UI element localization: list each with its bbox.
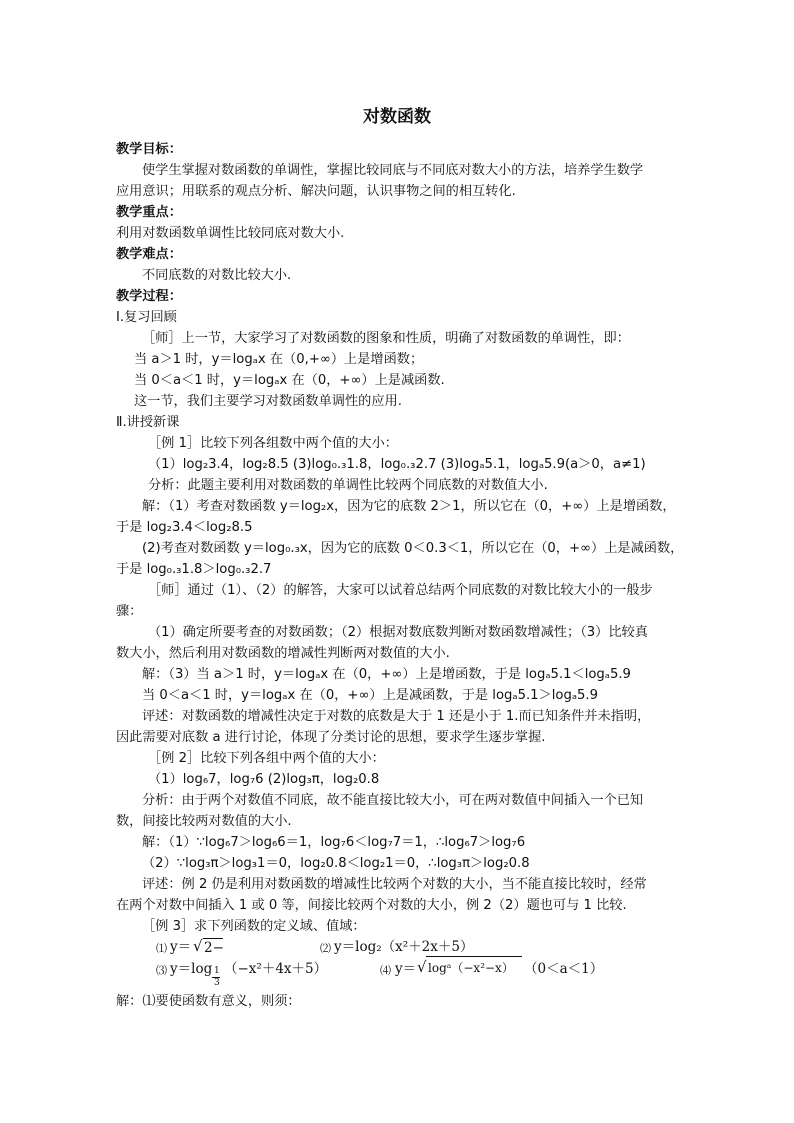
formula-text: y＝log₂（x²＋2x＋5） (334, 939, 474, 955)
paragraph-line: ［例 2］比较下列各组中两个值的大小： (148, 751, 385, 766)
paragraph-line: ［师］通过（1）、（2）的解答，大家可以试着总结两个同底数的对数比较大小的一般步 (148, 583, 653, 598)
formula-condition: （0＜a＜1） (524, 961, 604, 977)
section-heading-process: 教学过程： (116, 289, 182, 304)
paragraph-line: 分析：由于两个对数值不同底，故不能直接比较大小，可在两对数值中间插入一个已知 (142, 793, 644, 808)
log-base-numerator: 1 (214, 966, 220, 976)
paragraph-line: 利用对数函数单调性比较同底对数大小. (116, 226, 345, 241)
section-heading-difficulties: 教学难点： (116, 247, 182, 262)
paragraph-line: 当 0＜a＜1 时，y＝logₐx 在（0，+∞）上是减函数. (134, 373, 445, 388)
subsection-heading: Ⅱ.讲授新课 (116, 415, 180, 430)
section-heading-keypoints: 教学重点： (116, 205, 182, 220)
paragraph-line: 解：（1）考查对数函数 y＝log₂x，因为它的底数 2＞1，所以它在（0，+∞）上是增函数， (142, 499, 676, 514)
paragraph-line: ［师］上一节，大家学习了对数函数的图象和性质，明确了对数函数的单调性，即： (142, 331, 630, 346)
formula-label: ⑴ (156, 942, 167, 955)
formula-radicand: logᵃ（−x²−x） (428, 961, 514, 975)
radical-bar (426, 956, 522, 957)
paragraph-line: ［例 3］求下列函数的定义域、值域： (142, 919, 366, 934)
paragraph-line: 评述：对数函数的增减性决定于对数的底数是大于 1 还是小于 1.而已知条件并未指明， (142, 709, 651, 724)
radical-sign: √ (417, 958, 427, 976)
paragraph-line: （2）∵log₃π＞log₃1＝0，log₂0.8＜log₂1＝0，∴log₃π＞log₂0.8 (142, 856, 530, 871)
formula-radicand: 2− (204, 940, 224, 956)
formula-label: ⑶ (156, 964, 167, 977)
paragraph-line: ［例 1］比较下列各组数中两个值的大小： (148, 436, 398, 451)
log-base-denominator: 3 (214, 978, 220, 988)
paragraph-line: 当 0＜a＜1 时，y＝logₐx 在（0，+∞）上是减函数，于是 logₐ5.1＞logₐ5.9 (142, 688, 598, 703)
section-heading-objectives: 教学目标： (116, 142, 182, 157)
formula-text: y＝log (170, 961, 213, 977)
formula-label: ⑵ (320, 942, 331, 955)
paragraph-line: 解：⑴要使函数有意义，则须： (116, 994, 301, 1009)
page-title: 对数函数 (363, 107, 431, 127)
paragraph-line: 因此需要对底数 a 进行讨论，体现了分类讨论的思想，要求学生逐步掌握. (116, 730, 546, 745)
paragraph-line: 在两个对数中间插入 1 或 0 等，间接比较两个对数的大小，例 2（2）题也可与 1 比较. (116, 898, 627, 913)
paragraph-line: 这一节，我们主要学习对数函数单调性的应用. (134, 394, 402, 409)
paragraph-line: 解：（1）∵log₆7＞log₆6＝1，log₇6＜log₇7＝1，∴log₆7＞log₇6 (142, 835, 526, 850)
paragraph-line: 数大小，然后利用对数函数的增减性判断两对数值的大小. (116, 646, 450, 661)
paragraph-line: 不同底数的对数比较大小. (142, 268, 292, 283)
paragraph-line: （1）log₂3.4，log₂8.5 (3)log₀.₃1.8，log₀.₃2.7 (3)logₐ5.1，logₐ5.9(a＞0，a≠1) (148, 457, 646, 472)
paragraph-line: 使学生掌握对数函数的单调性，掌握比较同底与不同底对数大小的方法，培养学生数学 (142, 163, 644, 178)
paragraph-line: 应用意识；用联系的观点分析、解决问题，认识事物之间的相互转化. (116, 184, 516, 199)
subsection-heading: Ⅰ.复习回顾 (116, 310, 177, 325)
paragraph-line: 评述：例 2 仍是利用对数函数的增减性比较两个对数的大小，当不能直接比较时，经常 (142, 877, 647, 892)
paragraph-line: 当 a＞1 时，y＝logₐx 在（0,+∞）上是增函数； (134, 352, 424, 367)
paragraph-line: 骤： (116, 604, 143, 619)
paragraph-line: 于是 log₀.₃1.8＞log₀.₃2.7 (116, 562, 272, 577)
paragraph-line: 于是 log₂3.4＜log₂8.5 (116, 520, 253, 535)
formula-text: （−x²＋4x＋5） (224, 961, 328, 977)
paragraph-line: 数，间接比较两对数值的大小. (116, 814, 292, 829)
paragraph-line: （1）确定所要考查的对数函数；（2）根据对数底数判断对数函数增减性；（3）比较真 (148, 625, 648, 640)
paragraph-line: 分析：此题主要利用对数函数的单调性比较两个同底数的对数值大小. (148, 478, 548, 493)
paragraph-line: （1）log₆7，log₇6 (2)log₃π，log₂0.8 (148, 772, 380, 787)
formula-label: ⑷ (380, 964, 391, 977)
radical-sign: √ (193, 937, 203, 955)
paragraph-line: 解：（3）当 a＞1 时，y＝logₐx 在（0，+∞）上是增函数，于是 logₐ5.1＜logₐ5.9 (142, 667, 631, 682)
formula-text: y＝ (395, 961, 417, 977)
paragraph-line: (2)考查对数函数 y＝log₀.₃x，因为它的底数 0＜0.3＜1，所以它在（0，+∞）上是减函数， (142, 541, 684, 556)
formula-text: y＝ (170, 939, 192, 955)
